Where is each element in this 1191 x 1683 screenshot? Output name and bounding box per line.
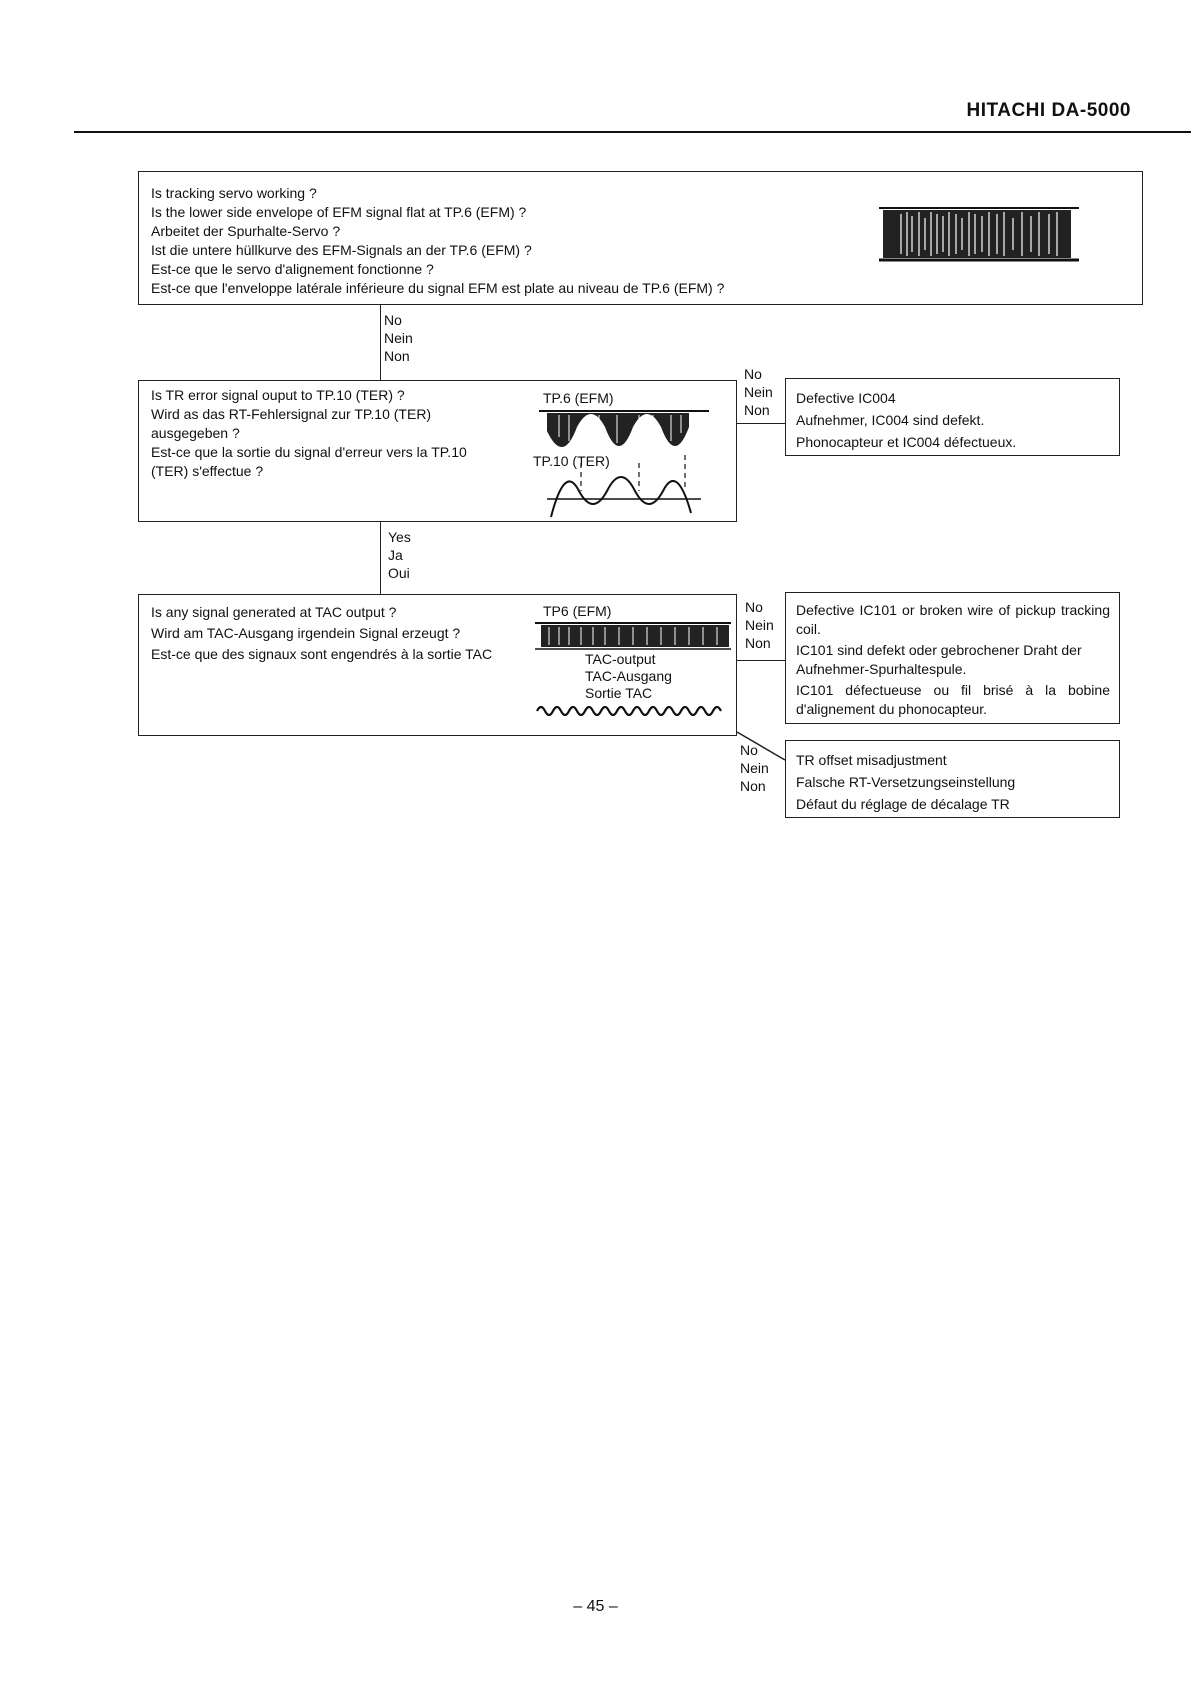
branch-fr: Non [384,348,410,364]
step3-line: Wird am TAC-Ausgang irgendein Signal erzeugt ? [151,625,461,641]
tp6-efm-label: TP.6 (EFM) [543,390,614,406]
branch-fr: Non [744,402,770,418]
step2-line: Est-ce que la sortie du signal d'erreur vers la TP.10 (TER) s'effectue ? [151,444,467,479]
branch1-label [384,311,413,365]
result2-text [796,601,1110,719]
branch-de: Ja [388,547,403,563]
result2-line: IC101 défectueuse ou fil brisé à la bobine d'alignement du phonocapteur. [796,682,1110,717]
tac-label-line: TAC-output [585,651,656,667]
branch-fr: Non [745,635,771,651]
result1-text [796,387,1016,453]
branch-en: No [745,599,763,615]
header-rule [74,131,1191,133]
step3-line: Est-ce que des signaux sont engendrés à la sortie TAC [151,646,493,662]
step1-line: Est-ce que le servo d'alignement fonctionne ? [151,261,434,277]
efm-waveform-flat [879,204,1079,264]
step3-line: Is any signal generated at TAC output ? [151,604,397,620]
result3-box [785,740,1120,818]
branch3-down-label [740,741,769,795]
branch-en: No [740,742,758,758]
step2-line: Wird as das RT-Fehlersignal zur TP.10 (TER) ausgegeben ? [151,406,432,441]
step1-line: Is tracking servo working ? [151,185,317,201]
result3-text [796,749,1015,815]
result1-line: Defective IC004 [796,390,896,406]
branch-de: Nein [745,617,774,633]
connector-step2-result1 [737,423,785,424]
step1-line: Is the lower side envelope of EFM signal flat at TP.6 (EFM) ? [151,204,527,220]
header-title: HITACHI DA-5000 [966,100,1131,121]
result2-line: Defective IC101 or broken wire of pickup tracking coil. [796,602,1110,637]
branch3-side-label [745,598,774,652]
connector-step3-result2 [737,660,785,661]
branch2-down-label [388,528,411,582]
page-number: – 45 – [573,1598,618,1615]
branch2-side-label [744,365,773,419]
connector-step2-step3 [380,522,381,595]
efm-waveform-band [535,621,735,651]
tac-output-label [585,651,672,702]
step1-box [138,171,1143,305]
result2-line: IC101 sind defekt oder gebrochener Draht der Aufnehmer-Spurhaltespule. [796,642,1082,677]
branch-fr: Oui [388,565,410,581]
branch-de: Nein [384,330,413,346]
step2-line: Is TR error signal ouput to TP.10 (TER) ? [151,387,405,403]
step2-box [138,380,737,522]
result1-line: Aufnehmer, IC004 sind defekt. [796,412,985,428]
result1-box [785,378,1120,456]
step1-line: Arbeitet der Spurhalte-Servo ? [151,223,341,239]
result2-box [785,592,1120,724]
connector-step1-step2 [380,305,381,380]
tac-label-line: Sortie TAC [585,685,653,701]
branch-en: No [744,366,762,382]
step1-line: Est-ce que l'enveloppe latérale inférieure du signal EFM est plate au niveau de TP.6 (EFM) ? [151,280,725,296]
step3-text [151,602,541,665]
result3-line: TR offset misadjustment [796,752,947,768]
tac-label-line: TAC-Ausgang [585,668,672,684]
result3-line: Falsche RT-Versetzungseinstellung [796,774,1016,790]
branch-en: Yes [388,529,411,545]
branch-en: No [384,312,402,328]
tac-waveform [535,703,735,719]
branch-de: Nein [740,760,769,776]
result3-line: Défaut du réglage de décalage TR [796,796,1010,812]
tp10-ter-label: TP.10 (TER) [533,453,610,469]
step1-text [151,184,724,298]
result1-line: Phonocapteur et IC004 défectueux. [796,434,1017,450]
ter-waveform [539,455,709,515]
step2-text [151,386,496,481]
step1-line: Ist die untere hüllkurve des EFM-Signals an der TP.6 (EFM) ? [151,242,532,258]
tp6-efm-label: TP6 (EFM) [543,603,612,619]
branch-fr: Non [740,778,766,794]
step3-box [138,594,737,736]
branch-de: Nein [744,384,773,400]
